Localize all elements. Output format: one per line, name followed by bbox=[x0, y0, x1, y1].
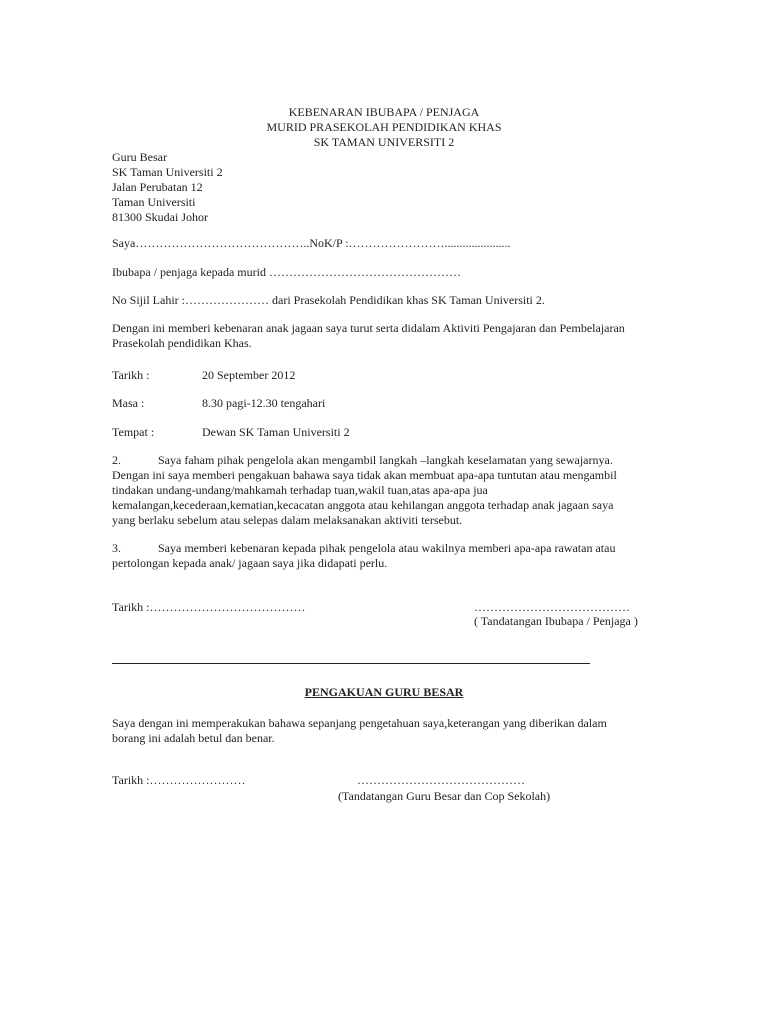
parent-signature-line: ………………………………… bbox=[474, 600, 630, 614]
address-line-3: Jalan Perubatan 12 bbox=[112, 180, 203, 194]
headmaster-line-1: Saya dengan ini memperakukan bahawa sepanjang pengetahuan saya,keterangan yang diberikan dalam bbox=[112, 716, 607, 730]
address-line-2: SK Taman Universiti 2 bbox=[112, 165, 223, 179]
clause-2-line-5: yang berlaku sebelum atau selepas dalam melaksanakan aktiviti tersebut. bbox=[112, 513, 463, 527]
clause-3-line-2: pertolongan kepada anak/ jagaan saya jika didapati perlu. bbox=[112, 556, 388, 570]
headmaster-signature-label: (Tandatangan Guru Besar dan Cop Sekolah) bbox=[338, 789, 551, 803]
form-title-line1: KEBENARAN IBUBAPA / PENJAGA bbox=[288, 105, 480, 119]
tarikh-value: 20 September 2012 bbox=[202, 368, 296, 382]
field-saya-nokp: Saya……………………………………..NoK/P :……………………...................... bbox=[112, 236, 511, 250]
parent-signature-label: ( Tandatangan Ibubapa / Penjaga ) bbox=[474, 614, 638, 628]
address-line-4: Taman Universiti bbox=[112, 195, 196, 209]
headmaster-section-title: PENGAKUAN GURU BESAR bbox=[304, 685, 464, 699]
form-title-line2: MURID PRASEKOLAH PENDIDIKAN KHAS bbox=[266, 120, 502, 134]
clause-2-line-4: kemalangan,kecederaan,kematian,kecacatan anggota atau kehilangan anggota terhadap anak jagaan saya bbox=[112, 498, 614, 512]
headmaster-tarikh-field: Tarikh :…………………… bbox=[112, 773, 246, 787]
form-title-line3: SK TAMAN UNIVERSITI 2 bbox=[313, 135, 455, 149]
address-line-1: Guru Besar bbox=[112, 150, 167, 164]
clause-2-line-2: Dengan ini saya memberi pengakuan bahawa saya tidak akan membuat apa-apa tuntutan atau mengambil bbox=[112, 468, 617, 482]
consent-line-1: Dengan ini memberi kebenaran anak jagaan saya turut serta didalam Aktiviti Pengajaran dan Pembelajaran bbox=[112, 321, 625, 335]
clause-3-line-1: Saya memberi kebenaran kepada pihak pengelola atau wakilnya memberi apa-apa rawatan atau bbox=[158, 541, 616, 555]
headmaster-line-2: borang ini adalah betul dan benar. bbox=[112, 731, 275, 745]
tempat-label: Tempat : bbox=[112, 425, 155, 439]
tempat-value: Dewan SK Taman Universiti 2 bbox=[202, 425, 350, 439]
masa-label: Masa : bbox=[112, 396, 145, 410]
clause-2-number: 2. bbox=[112, 453, 121, 467]
clause-2-line-3: tindakan undang-undang/mahkamah terhadap tuan,wakil tuan,atas apa-apa jua bbox=[112, 483, 488, 497]
headmaster-signature-line: …………………………………… bbox=[357, 773, 525, 787]
field-sijil-lahir: No Sijil Lahir :………………… dari Prasekolah Pendidikan khas SK Taman Universiti 2. bbox=[112, 293, 545, 307]
section-divider bbox=[112, 663, 590, 664]
clause-3-number: 3. bbox=[112, 541, 121, 555]
clause-2-line-1: Saya faham pihak pengelola akan mengambil langkah –langkah keselamatan yang sewajarnya. bbox=[158, 453, 613, 467]
masa-value: 8.30 pagi-12.30 tengahari bbox=[202, 396, 326, 410]
field-ibubapa: Ibubapa / penjaga kepada murid ………………………………………… bbox=[112, 265, 461, 279]
parent-tarikh-field: Tarikh :………………………………… bbox=[112, 600, 306, 614]
tarikh-label: Tarikh : bbox=[112, 368, 150, 382]
consent-line-2: Prasekolah pendidikan Khas. bbox=[112, 336, 252, 350]
address-line-5: 81300 Skudai Johor bbox=[112, 210, 208, 224]
